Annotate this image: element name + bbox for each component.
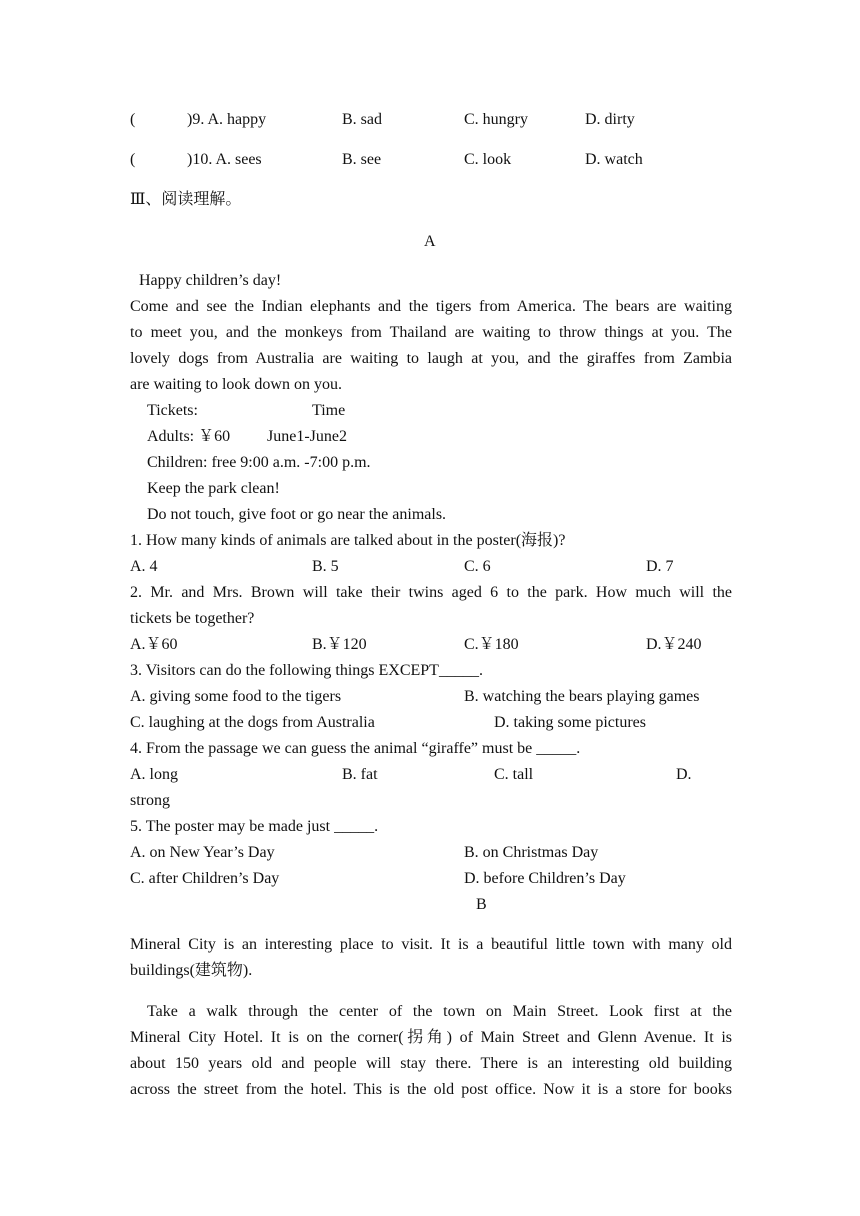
answer-paren: ( — [130, 151, 136, 168]
section-title: Ⅲ、阅读理解。 — [130, 191, 242, 208]
option-c: C. tall — [494, 766, 534, 783]
tickets-label: Tickets: — [147, 402, 198, 419]
option-d: D. dirty — [585, 111, 635, 128]
rule-1: Keep the park clean! — [147, 480, 280, 497]
question-1-stem: 1. How many kinds of animals are talked about in the poster(海报)? — [130, 532, 566, 549]
option-c: C.￥180 — [464, 636, 519, 653]
time-label: Time — [312, 402, 346, 419]
open-dates: June1-June2 — [267, 428, 347, 445]
question-5-stem: 5. The poster may be made just _____. — [130, 818, 379, 835]
option-d: D.￥240 — [646, 636, 702, 653]
option-a: A. giving some food to the tigers — [130, 688, 342, 705]
option-a: A.￥60 — [130, 636, 178, 653]
option-d: D. 7 — [646, 558, 674, 575]
passage-a-label: A — [424, 233, 436, 250]
passage-line: Come and see the Indian elephants and the tigers from America. The bears are waiting — [130, 298, 732, 315]
option-d: D. taking some pictures — [494, 714, 646, 731]
passage-line: Mineral City is an interesting place to visit. It is a beautiful little town with many old — [130, 936, 732, 953]
question-4-stem: 4. From the passage we can guess the animal “giraffe” must be _____. — [130, 740, 581, 757]
poster-heading: Happy children’s day! — [139, 272, 282, 289]
option-a: A. 4 — [130, 558, 158, 575]
option-b: B. on Christmas Day — [464, 844, 599, 861]
rule-2: Do not touch, give foot or go near the animals. — [147, 506, 447, 523]
question-2-stem-cont: tickets be together? — [130, 610, 255, 627]
answer-paren: ( — [130, 111, 136, 128]
option-a: )9. A. happy — [187, 111, 267, 128]
passage-line: about 150 years old and people will stay there. There is an interesting old building — [130, 1055, 732, 1072]
option-c: C. after Children’s Day — [130, 870, 280, 887]
option-b: B. watching the bears playing games — [464, 688, 700, 705]
option-b: B. sad — [342, 111, 382, 128]
option-d: D. before Children’s Day — [464, 870, 626, 887]
option-c: C. 6 — [464, 558, 491, 575]
question-2-stem: 2. Mr. and Mrs. Brown will take their twins aged 6 to the park. How much will the — [130, 584, 732, 601]
option-c: C. look — [464, 151, 512, 168]
passage-b-label: B — [476, 896, 487, 913]
children-price: Children: free 9:00 a.m. -7:00 p.m. — [147, 454, 371, 471]
option-a: A. long — [130, 766, 178, 783]
passage-line: across the street from the hotel. This is the old post office. Now it is a store for books — [130, 1081, 732, 1098]
passage-line: are waiting to look down on you. — [130, 376, 342, 393]
option-c: C. hungry — [464, 111, 528, 128]
option-b: B.￥120 — [312, 636, 367, 653]
passage-line: Take a walk through the center of the town on Main Street. Look first at the — [147, 1003, 732, 1020]
option-b: B. 5 — [312, 558, 339, 575]
adult-price: Adults: ￥60 — [147, 428, 231, 445]
option-b: B. see — [342, 151, 382, 168]
passage-line: buildings(建筑物). — [130, 962, 253, 979]
option-c: C. laughing at the dogs from Australia — [130, 714, 375, 731]
option-d-cont: strong — [130, 792, 170, 809]
passage-line: to meet you, and the monkeys from Thailand are waiting to throw things at you. The — [130, 324, 732, 341]
option-d: D. watch — [585, 151, 643, 168]
passage-line: lovely dogs from Australia are waiting to laugh at you, and the giraffes from Zambia — [130, 350, 732, 367]
option-d: D. — [676, 766, 692, 783]
option-a: A. on New Year’s Day — [130, 844, 275, 861]
option-a: )10. A. sees — [187, 151, 262, 168]
passage-line: Mineral City Hotel. It is on the corner(拐角) of Main Street and Glenn Avenue. It is — [130, 1029, 732, 1046]
question-3-stem: 3. Visitors can do the following things EXCEPT_____. — [130, 662, 483, 679]
option-b: B. fat — [342, 766, 378, 783]
